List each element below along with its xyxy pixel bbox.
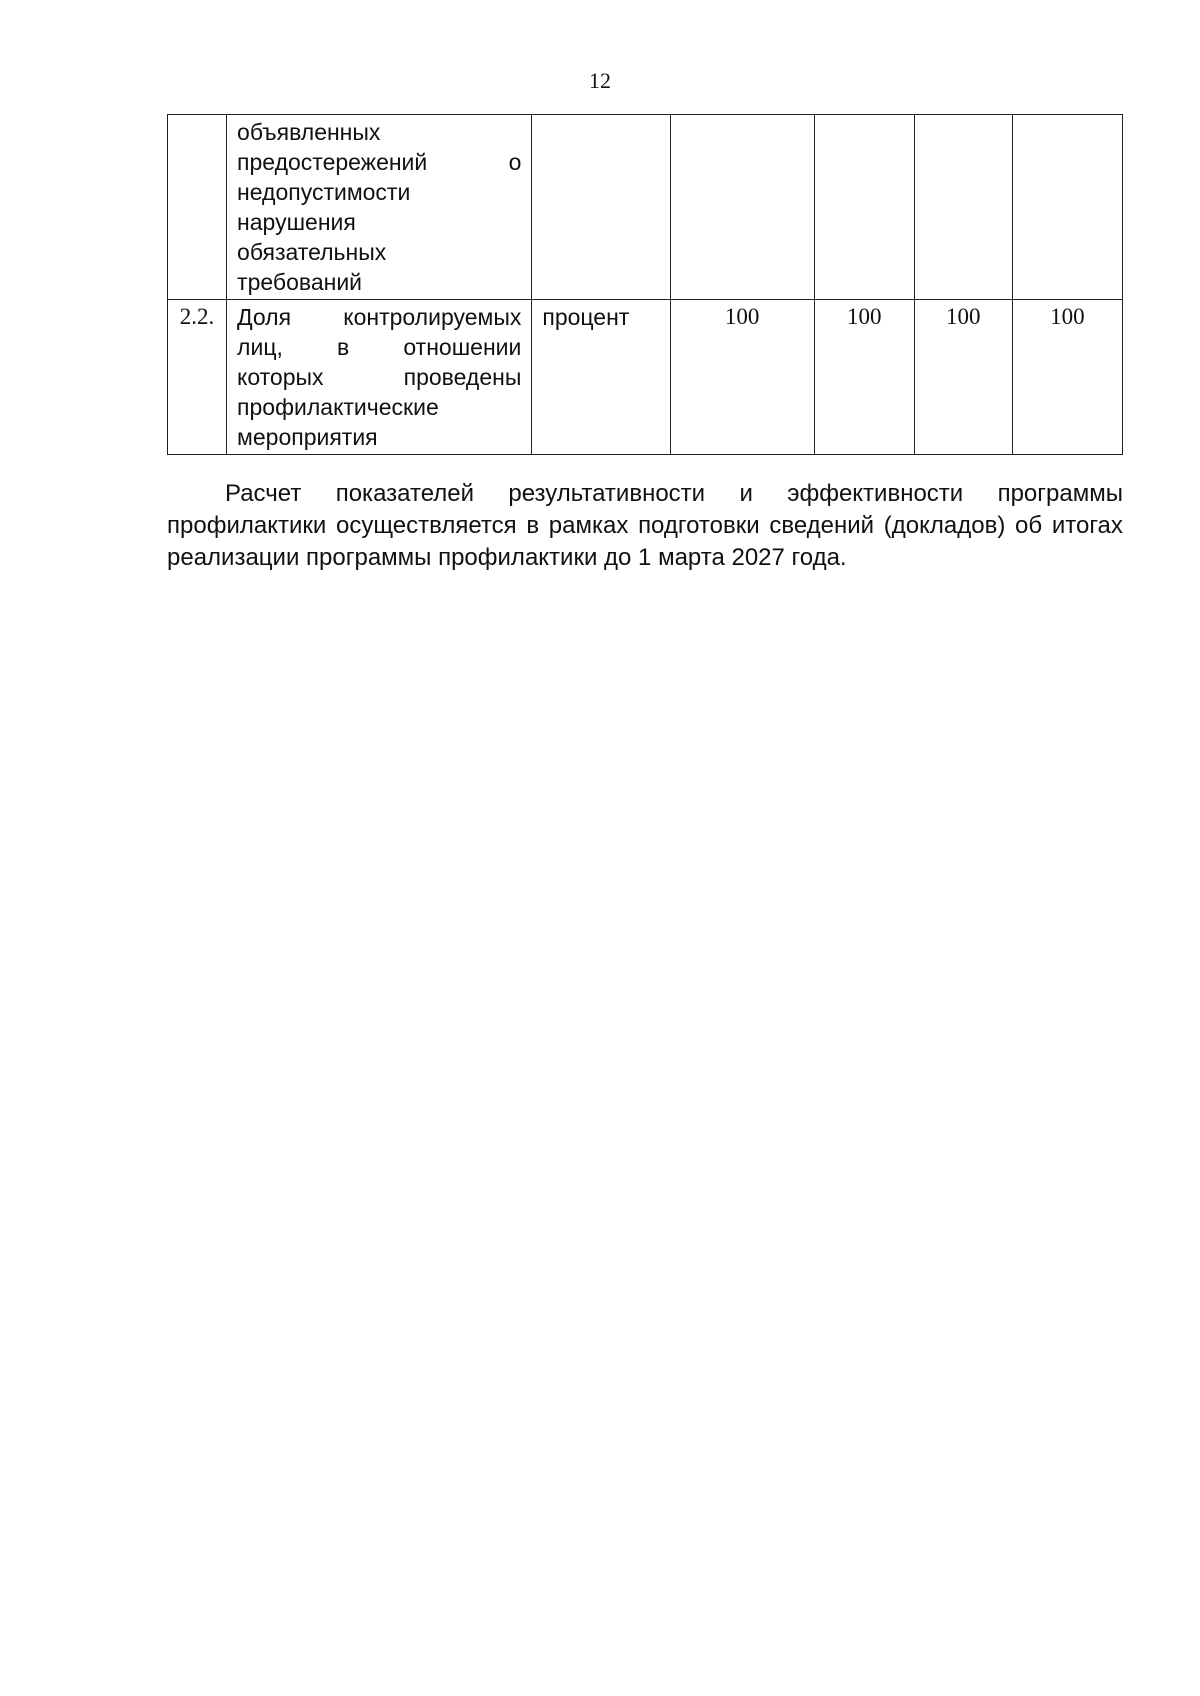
paragraph-word: реализации программы профилактики до 1 марта 2027 года. — [167, 544, 847, 571]
row-number-cell — [168, 115, 227, 300]
indicator-name-line — [237, 177, 521, 207]
paragraph-line — [167, 542, 1123, 574]
paragraph-line — [167, 510, 1123, 542]
table-row — [168, 115, 1123, 300]
page-number: 12 — [589, 68, 611, 93]
indicator-name-line — [237, 332, 521, 362]
indicator-name-word: недопустимости — [237, 179, 411, 205]
paragraph-word: сведений — [769, 512, 875, 539]
paragraph-word: осуществляется — [335, 512, 517, 539]
indicator-name-word: отношении — [403, 334, 522, 360]
row-number-cell: 2.2. — [168, 300, 227, 455]
indicator-name-line — [237, 237, 521, 267]
paragraph-word: (докладов) — [883, 512, 1006, 539]
indicator-name-word: в — [337, 334, 350, 360]
indicator-name-word: лиц, — [237, 334, 283, 360]
paragraph-word: Расчет — [225, 480, 302, 507]
indicators-table — [167, 114, 1123, 455]
indicator-name-line — [237, 207, 521, 237]
value-cell — [914, 115, 1012, 300]
indicator-name-line — [237, 117, 521, 147]
indicator-name-word: Доля — [237, 304, 292, 330]
paragraph-word: и — [739, 480, 753, 507]
indicator-name-word: профилактические — [237, 394, 439, 420]
indicator-name-word: о — [508, 149, 522, 175]
paragraph-word: подготовки — [638, 512, 760, 539]
paragraph-word: показателей — [335, 480, 475, 507]
paragraph-word: результативности — [508, 480, 706, 507]
calculation-paragraph — [167, 478, 1123, 574]
paragraph-word: профилактики — [167, 512, 327, 539]
unit-cell: процент — [532, 300, 670, 455]
value-cell: 100 — [1012, 300, 1122, 455]
indicator-name-word: предостережений — [237, 149, 428, 175]
indicator-name-line — [237, 422, 521, 452]
paragraph-word: итогах — [1051, 512, 1123, 539]
value-cell — [814, 115, 914, 300]
indicator-name-line — [237, 362, 521, 392]
value-cell — [670, 115, 814, 300]
indicator-name-cell — [227, 115, 532, 300]
indicator-name-line — [237, 392, 521, 422]
paragraph-word: в — [526, 512, 540, 539]
indicator-name-line — [237, 267, 521, 297]
table-row — [168, 300, 1123, 455]
paragraph-word: рамках — [548, 512, 629, 539]
table-body — [168, 115, 1123, 455]
indicator-name-word: проведены — [403, 364, 522, 390]
indicator-name-word: мероприятия — [237, 424, 378, 450]
value-cell — [1012, 115, 1122, 300]
indicator-name-word: контролируемых — [343, 304, 522, 330]
indicator-name-word: которых — [237, 364, 324, 390]
indicator-name-line — [237, 147, 521, 177]
indicator-name-word: обязательных — [237, 239, 387, 265]
indicator-name-cell — [227, 300, 532, 455]
indicator-name-line — [237, 302, 521, 332]
indicator-name-word: нарушения — [237, 209, 356, 235]
paragraph-line — [167, 478, 1123, 510]
paragraph-word: эффективности — [787, 480, 964, 507]
value-cell: 100 — [914, 300, 1012, 455]
value-cell: 100 — [814, 300, 914, 455]
paragraph-word: об — [1015, 512, 1043, 539]
unit-cell — [532, 115, 670, 300]
indicator-name-word: требований — [237, 269, 363, 295]
indicator-name-word: объявленных — [237, 119, 381, 145]
paragraph-word: программы — [997, 480, 1123, 507]
value-cell: 100 — [670, 300, 814, 455]
